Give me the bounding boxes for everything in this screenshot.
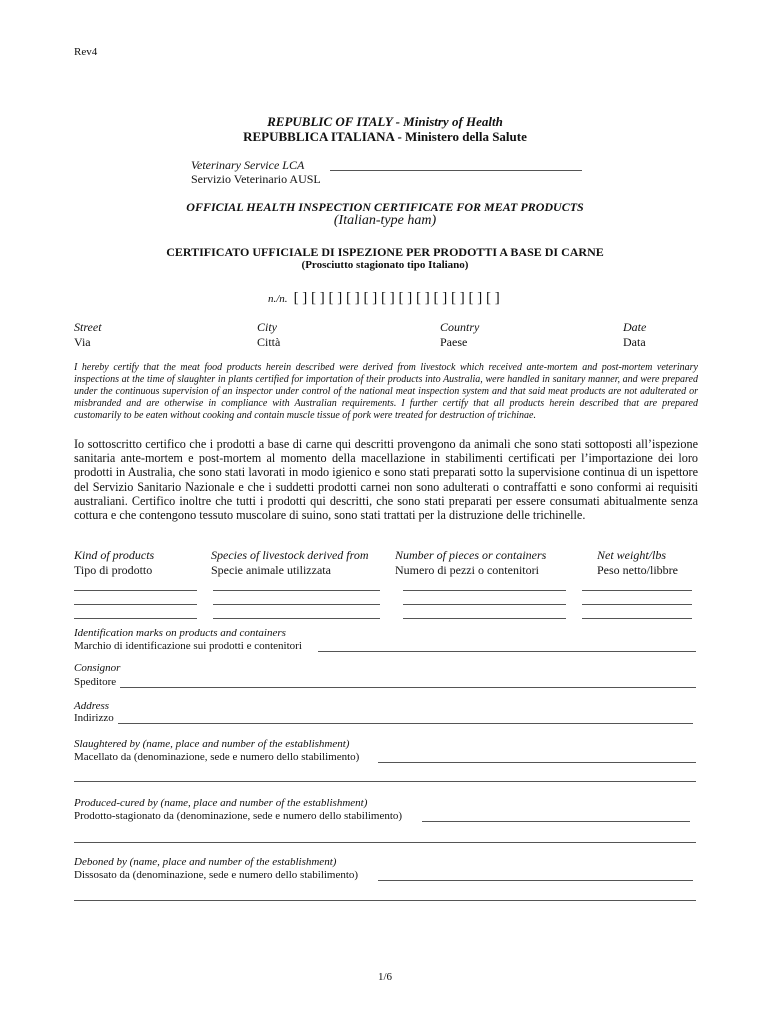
identification-label-en: Identification marks on products and containers — [74, 627, 286, 639]
deboned-label-en: Deboned by (name, place and number of the establishment) — [74, 856, 337, 868]
table-cell-line[interactable] — [213, 604, 380, 605]
column-header-it: Specie animale utilizzata — [211, 563, 331, 577]
deboned-blank-line-2[interactable] — [74, 900, 696, 901]
table-cell-line[interactable] — [74, 590, 197, 591]
service-blank-line[interactable] — [330, 170, 582, 171]
city-label-en: City — [257, 320, 277, 334]
country-field[interactable] — [440, 320, 479, 350]
column-header-en: Species of livestock derived from — [211, 548, 369, 562]
certificate-title-en: OFFICIAL HEALTH INSPECTION CERTIFICATE FOR MEAT PRODUCTS — [186, 200, 584, 214]
country-label-it: Paese — [440, 335, 468, 349]
table-cell-line[interactable] — [213, 590, 380, 591]
table-cell-line[interactable] — [74, 618, 197, 619]
produced-label-it: Prodotto-stagionato da (denominazione, sede e numero dello stabilimento) — [74, 810, 403, 822]
deboned-label-it: Dissosato da (denominazione, sede e numero dello stabilimento) — [74, 869, 359, 881]
street-label-en: Street — [74, 320, 102, 334]
service-label-it: Servizio Veterinario AUSL — [191, 172, 321, 186]
service-label-en: Veterinary Service LCA — [191, 158, 305, 172]
certificate-subtitle-en: (Italian-type ham) — [333, 213, 437, 228]
slaughtered-label-it: Macellato da (denominazione, sede e numero dello stabilimento) — [74, 751, 360, 763]
slaughtered-blank-line[interactable] — [378, 762, 696, 763]
produced-label-en: Produced-cured by (name, place and number of the establishment) — [74, 797, 368, 809]
identification-blank-line[interactable] — [318, 651, 696, 652]
column-header-en: Kind of products — [74, 548, 155, 562]
deboned-blank-line[interactable] — [378, 880, 693, 881]
consignor-blank-line[interactable] — [120, 687, 696, 688]
table-cell-line[interactable] — [582, 604, 692, 605]
page-number: 1/6 — [377, 971, 393, 983]
column-header-it: Peso netto/libbre — [597, 563, 678, 577]
produced-blank-line-2[interactable] — [74, 842, 696, 843]
title-it: REPUBBLICA ITALIANA - Ministero della Salute — [243, 129, 527, 144]
title-en: REPUBLIC OF ITALY - Ministry of Health — [267, 114, 503, 129]
table-cell-line[interactable] — [74, 604, 197, 605]
certificate-number-boxes[interactable]: [ ] [ ] [ ] [ ] [ ] [ ] [ ] [ ] [ ] [ ] [ ] [ ] — [293, 290, 500, 306]
city-field[interactable] — [257, 320, 280, 350]
column-header-it: Tipo di prodotto — [74, 563, 153, 577]
slaughtered-blank-line-2[interactable] — [74, 781, 696, 782]
slaughtered-label-en: Slaughtered by (name, place and number of the establishment) — [74, 738, 350, 750]
table-cell-line[interactable] — [403, 618, 566, 619]
table-cell-line[interactable] — [582, 590, 692, 591]
certificate-subtitle-it: (Prosciutto stagionato tipo Italiano) — [301, 259, 469, 271]
column-number-of-pieces — [395, 548, 546, 578]
column-net-weight — [597, 548, 678, 578]
date-label-it: Data — [623, 335, 646, 349]
table-cell-line[interactable] — [403, 590, 566, 591]
table-cell-line[interactable] — [213, 618, 380, 619]
address-label-en: Address — [74, 700, 110, 712]
column-header-en: Number of pieces or containers — [395, 548, 547, 562]
city-label-it: Città — [257, 335, 281, 349]
column-header-en: Net weight/lbs — [597, 548, 666, 562]
consignor-label-it: Speditore — [74, 676, 117, 688]
date-label-en: Date — [623, 320, 647, 334]
produced-blank-line[interactable] — [422, 821, 690, 822]
date-field[interactable] — [623, 320, 646, 350]
column-kind-of-products — [74, 548, 154, 578]
declaration-it: Io sottoscritto certifico che i prodotti a base di carne qui descritti provengono da animali che sono stati sottoposti all’ispezione sanitaria ante-mortem e post-mortem al momento della macellazione in stabilimenti certificati per l’importazione dei loro prodotti in Australia, che sono stati lavorati in modo igienico e sono stati preparati sotto la supervisione continua di un ispettore del Servizio Sanitario Nazionale e che i suddetti prodotti carnei non sono adulterati o contraffatti e sono conformi ai requisiti australiani. Certifico inoltre che tutti i prodotti qui descritti, che sono stati preparati per essere consumati abitualmente senza cottura e che contengono tessuto muscolare di suino, sono stati trattati per la distruzione delle trichinelle. — [74, 437, 698, 523]
identification-label-it: Marchio di identificazione sui prodotti e contenitori — [74, 640, 302, 652]
street-label-it: Via — [74, 335, 91, 349]
column-header-it: Numero di pezzi o contenitori — [395, 563, 539, 577]
certificate-number — [268, 289, 500, 307]
revision-label: Rev4 — [74, 46, 98, 58]
address-label-it: Indirizzo — [74, 712, 114, 724]
certificate-number-label: n./n. — [268, 293, 288, 305]
declaration-en: I hereby certify that the meat food products herein described were derived from livestock which received ante-mortem and post-mortem veterinary inspections at the time of slaughter in plants certified for importation of their products into Australia, were handled in sanitary manner, and were prepared under the continuous supervision of an inspector under control of the national meat inspection system and that said meat products are not adulterated or misbranded and are otherwise in compliance with Australian requirements. I further certify that all products herein described that are prepared customarily to be eaten without cooking and contain muscle tissue of pork were treated for destruction of trichinae. — [74, 362, 698, 421]
table-cell-line[interactable] — [403, 604, 566, 605]
certificate-title-it: CERTIFICATO UFFICIALE DI ISPEZIONE PER PRODOTTI A BASE DI CARNE — [166, 245, 604, 259]
address-blank-line[interactable] — [118, 723, 693, 724]
country-label-en: Country — [440, 320, 480, 334]
column-species — [211, 548, 369, 578]
street-field[interactable] — [74, 320, 102, 350]
table-cell-line[interactable] — [582, 618, 692, 619]
consignor-label-en: Consignor — [74, 662, 121, 674]
